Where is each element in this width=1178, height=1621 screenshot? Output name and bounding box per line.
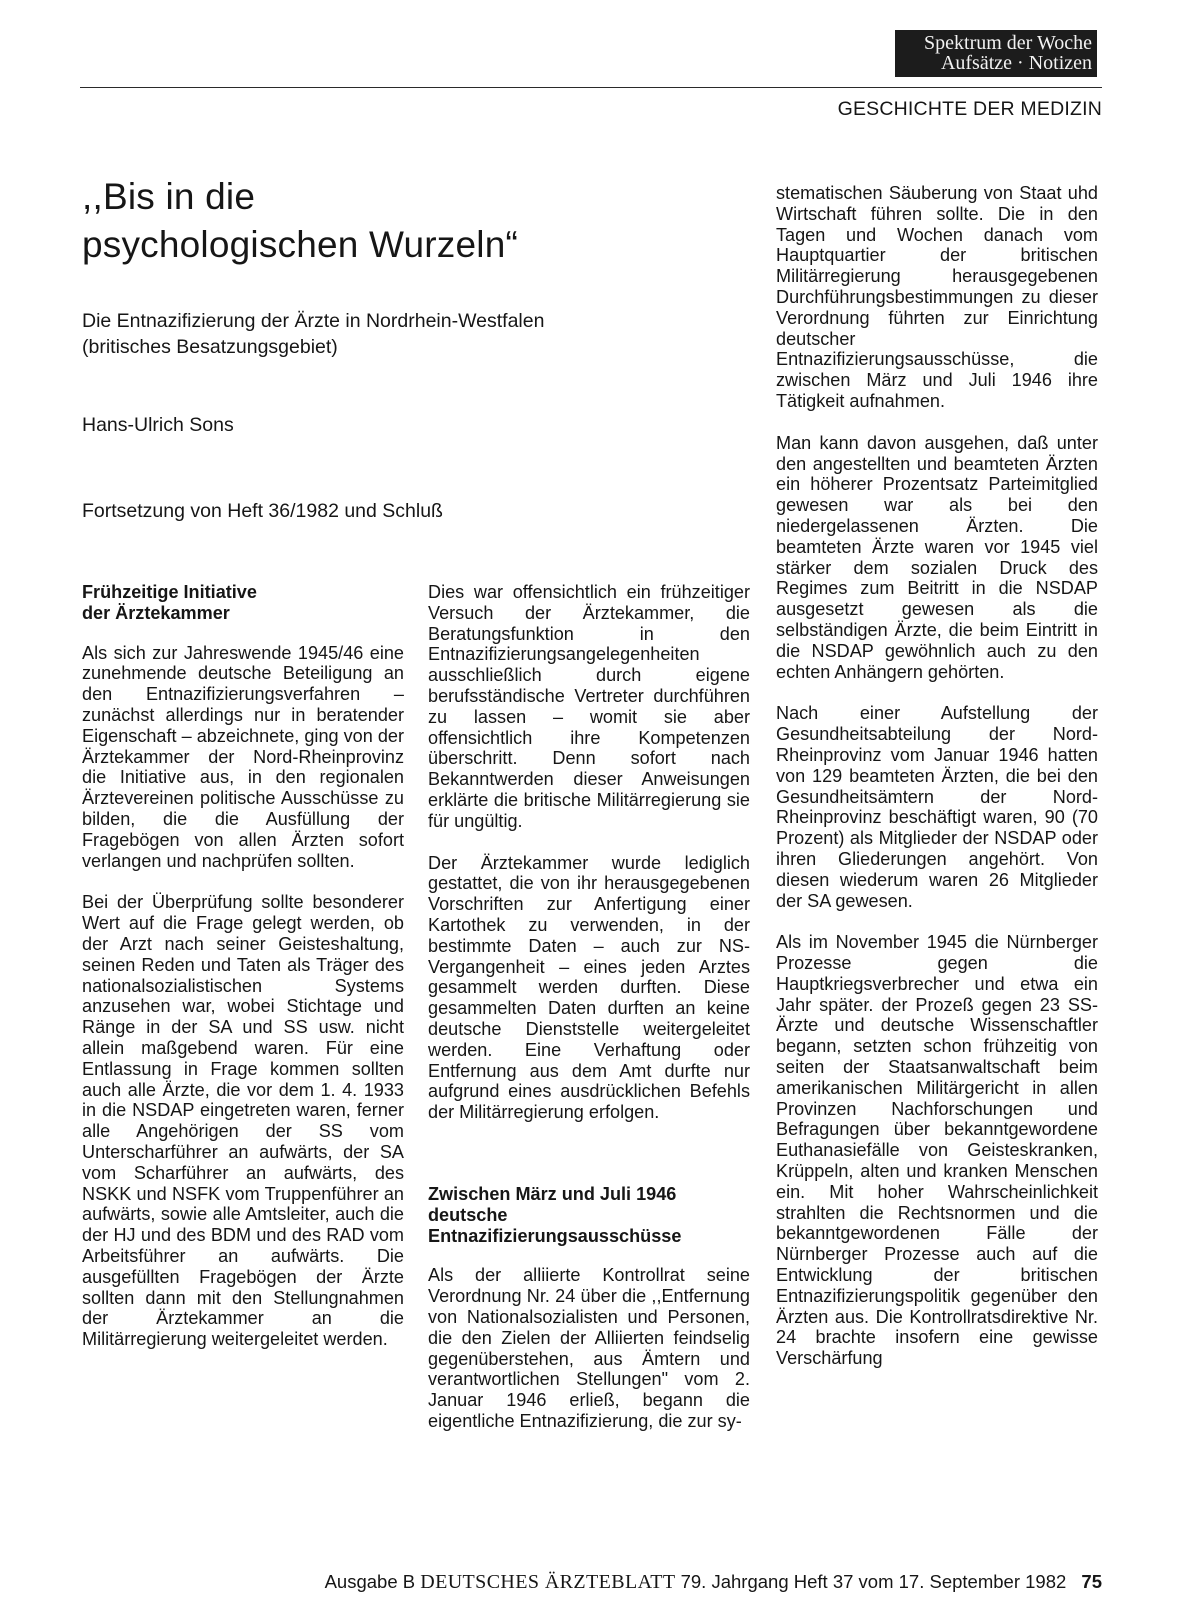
title-line-2: psychologischen Wurzeln“ — [82, 224, 518, 265]
column-1 — [82, 582, 404, 1371]
column-2 — [428, 582, 750, 1453]
page-number: 75 — [1081, 1571, 1102, 1592]
article-title — [82, 173, 518, 269]
section-badge — [895, 30, 1097, 77]
column-3 — [776, 183, 1098, 1390]
column-gap — [428, 1144, 750, 1184]
footer-edition: Ausgabe B — [324, 1571, 416, 1592]
article-subtitle — [82, 308, 722, 360]
paragraph-2: Bei der Überprüfung sollte besonderer Wert auf die Frage gelegt werden, ob der Arzt nach seiner Geisteshaltung, seinen Reden und Taten als Träger des nationalsozialistischen Systems anzusehen war, wobei Stichtage und Ränge in der SA und SS usw. nicht allein maßgebend waren. Für eine Entlassung in Frage kommen sollten auch alle Ärzte, die vor dem 1. 4. 1933 in die NSDAP eingetreten waren, ferner alle Angehörigen der SS vom Unterscharführer an aufwärts, der SA vom Scharführer an aufwärts, des NSKK und NSFK vom Truppenführer an aufwärts, sowie alle Amtsleiter, auch die der HJ und des BDM und des RAD vom Arbeitsführer an aufwärts. Die ausgefüllten Fragebögen der Ärzte sollten dann mit den Stellungnahmen der Ärztekammer an die Militärregierung weitergeleitet werden. — [82, 892, 404, 1350]
page-footer — [325, 1571, 1102, 1594]
header-rule — [80, 87, 1102, 88]
author: Hans-Ulrich Sons — [82, 414, 234, 436]
footer-issue: 79. Jahrgang Heft 37 vom 17. September 1982 — [680, 1571, 1067, 1592]
section-heading-1 — [82, 582, 404, 624]
paragraph-6: stematischen Säuberung von Staat uhd Wirtschaft führen sollte. Die in den Tagen und Wochen danach vom Hauptquartier der britischen Militärregierung herausgegebenen Durchführungsbestimmungen zu dieser Verordnung führten zur Einrichtung deutscher Entnazifizierungsausschüsse, die zwischen März und Juli 1946 ihre Tätigkeit aufnahmen. — [776, 183, 1098, 411]
paragraph-4: Der Ärztekammer wurde lediglich gestattet, die von ihr herausgegebenen Vorschriften zur Anfertigung einer Kartothek zu verwenden, in der bestimmte Daten – auch zur NS-Vergangenheit – eines jeden Arztes gesammelt werden durften. Diese gesammelten Daten durften an keine deutsche Dienststelle weitergeleitet werden. Eine Verhaftung oder Entfernung aus dem Amt durfte nur aufgrund eines ausdrücklichen Befehls der Militärregierung erfolgen. — [428, 852, 750, 1123]
heading-1-line-1: Frühzeitige Initiative — [82, 582, 257, 602]
section-badge-line1: Spektrum der Woche — [924, 32, 1092, 54]
section-badge-line2: Aufsätze · Notizen — [940, 52, 1092, 74]
heading-2-line-1: Zwischen März und Juli 1946 — [428, 1183, 677, 1204]
paragraph-8: Nach einer Aufstellung der Gesundheitsabteilung der Nord-Rheinprovinz vom Januar 1946 hatten von 129 beamteten Ärzten, die bei den Gesundheitsämtern der Nord-Rheinprovinz beschäftigt waren, 90 (70 Prozent) als Mitglieder der NSDAP oder ihren Gliederungen angehört. Von diesen wiederum waren 26 Mitglieder der SA gewesen. — [776, 703, 1098, 911]
footer-magazine: DEUTSCHES ÄRZTEBLATT — [420, 1571, 676, 1593]
heading-2-line-3: Entnazifizierungsausschüsse — [428, 1225, 682, 1246]
paragraph-9: Als im November 1945 die Nürnberger Prozesse gegen die Hauptkriegsverbrecher und etwa ein Jahr später. der Prozeß gegen 23 SS-Ärzte und deutsche Wissenschaftler begann, setzten schon frühzeitig von seiten der Staatsanwaltschaft beim amerikanischen Militärgericht in allen Provinzen Nachforschungen und Befragungen über bekanntgewordene Euthanasiefälle von Geisteskranken, Krüppeln, alten und kranken Menschen ein. Mit hoher Wahrscheinlichkeit strahlten die Rechtsnormen und die bekanntgewordenen Fälle der Nürnberger Prozesse auch auf die Entwicklung der britischen Entnazifizierungspolitik gegenüber den Ärzten aus. Die Kontrollratsdirektive Nr. 24 brachte insofern eine gewisse Verschärfung — [776, 932, 1098, 1369]
title-line-1: ,,Bis in die — [82, 176, 256, 217]
paragraph-1: Als sich zur Jahreswende 1945/46 eine zunehmende deutsche Beteiligung an den Entnazifizierungsverfahren – zunächst allerdings nur in beratender Eigenschaft – abzeichnete, ging von der Ärztekammer der Nord-Rheinprovinz die Initiative aus, in den regionalen Ärztevereinen politische Ausschüsse zu bilden, die die Ausfüllung der Fragebögen von allen Ärzten sofort verlangen und nachprüfen sollten. — [82, 642, 404, 871]
paragraph-7: Man kann davon ausgehen, daß unter den angestellten und beamteten Ärzten ein höherer Prozentsatz Parteimitglied gewesen war als bei den niedergelassenen Ärzten. Die beamteten Ärzte waren vor 1945 viel stärker dem sozialen Druck des Regimes zum Beitritt in die NSDAP ausgesetzt gewesen als die selbständigen Ärzte, die beim Eintritt in die NSDAP gewöhnlich auch zu den echten Anhängern gehörten. — [776, 432, 1098, 682]
paragraph-3: Dies war offensichtlich ein frühzeitiger Versuch der Ärztekammer, die Beratungsfunktion in den Entnazifizierungsangelegenheiten ausschließlich durch eigene berufsständische Vertreter durchführen zu lassen – womit sie aber offensichtlich ihre Kompetenzen überschritt. Denn sofort nach Bekanntwerden dieser Anweisungen erklärte die britische Militärregierung sie für ungültig. — [428, 582, 750, 831]
subtitle-line-2: (britisches Besatzungsgebiet) — [82, 336, 338, 358]
heading-1-line-2: der Ärztekammer — [82, 602, 230, 623]
section-heading-2 — [428, 1184, 750, 1246]
continuation-note: Fortsetzung von Heft 36/1982 und Schluß — [82, 500, 443, 522]
rubric: GESCHICHTE DER MEDIZIN — [837, 98, 1102, 120]
paragraph-5: Als der alliierte Kontrollrat seine Verordnung Nr. 24 über die ,,Entfernung von Nationalsozialisten und Personen, die den Zielen der Alliierten feindselig gegenüberstehen, aus Ämtern und verantwortlichen Stellungen" vom 2. Januar 1946 erließ, begann die eigentliche Entnazifizierung, die zur sy- — [428, 1265, 750, 1431]
subtitle-line-1: Die Entnazifizierung der Ärzte in Nordrhein-Westfalen — [82, 310, 545, 332]
heading-2-line-2: deutsche — [428, 1204, 508, 1225]
